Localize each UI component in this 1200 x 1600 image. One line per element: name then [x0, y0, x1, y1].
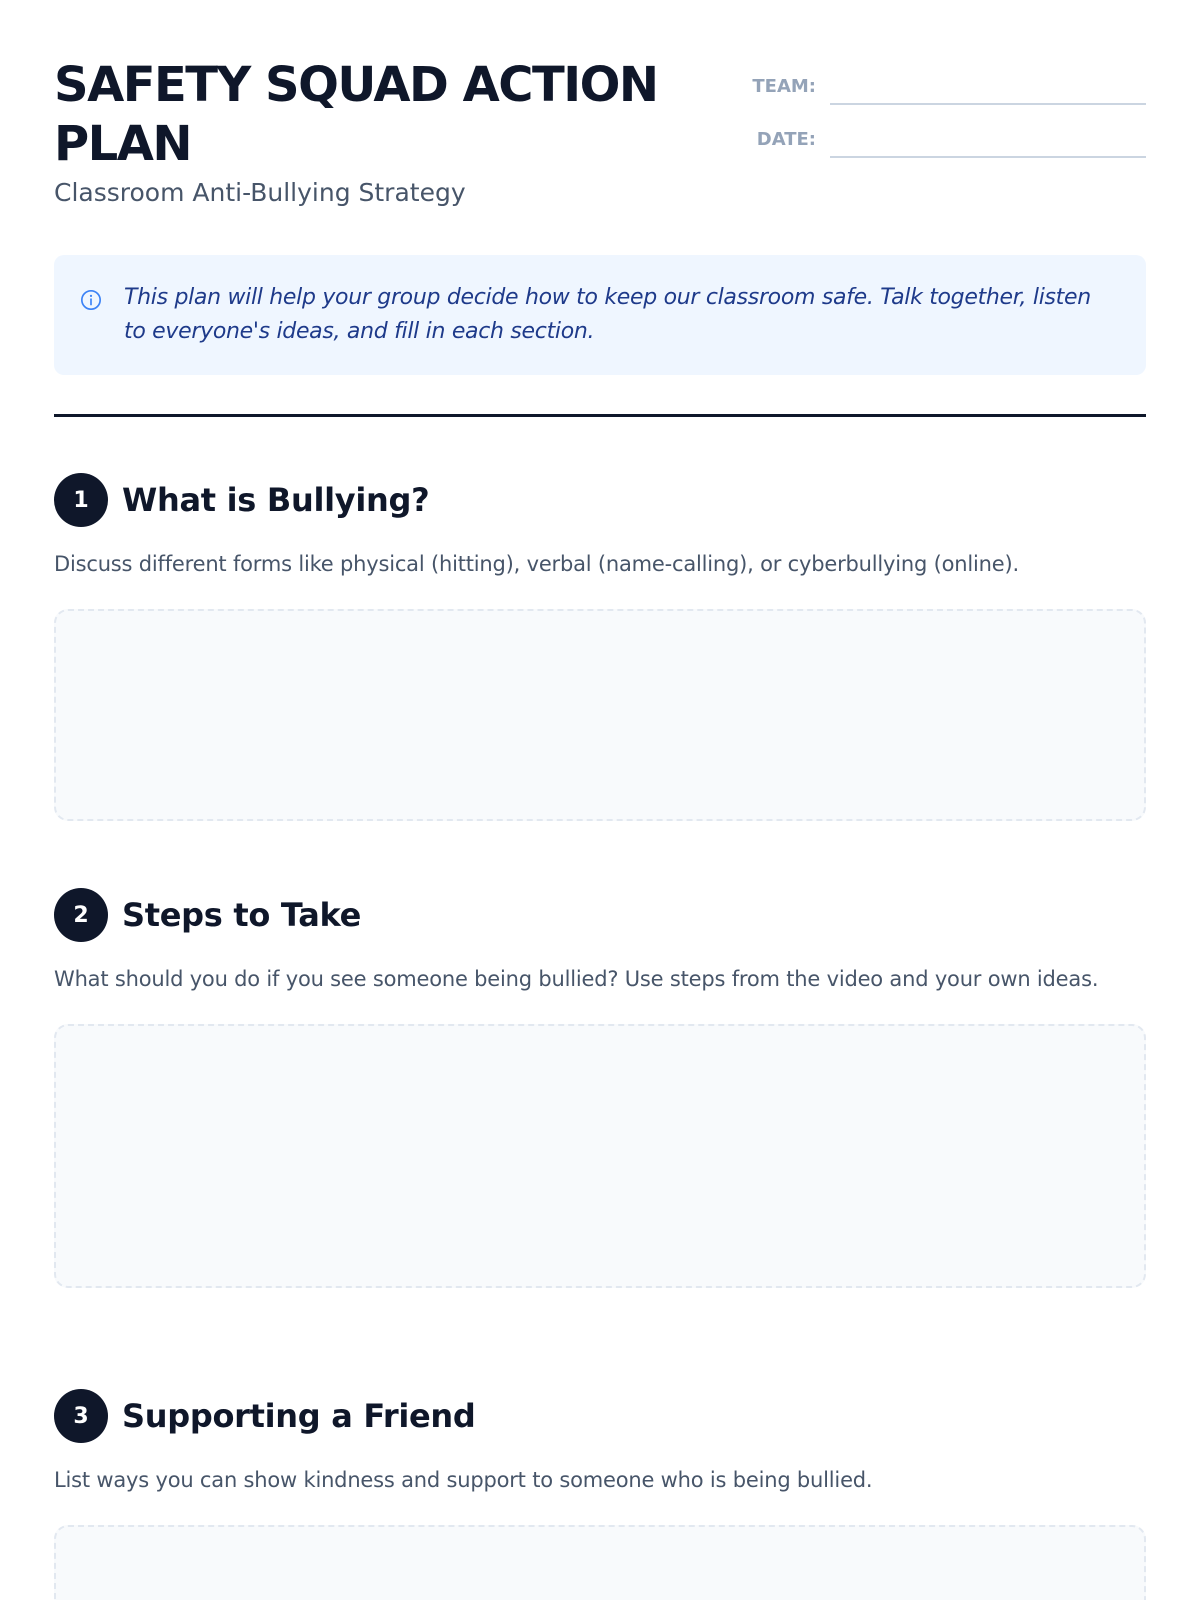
section-title: Supporting a Friend — [122, 1397, 476, 1435]
answer-box[interactable] — [54, 1525, 1146, 1600]
section-heading — [54, 888, 1146, 942]
page-subtitle: Classroom Anti-Bullying Strategy — [54, 178, 466, 207]
meta-fields — [746, 60, 1146, 166]
section-number-badge: 2 — [54, 888, 108, 942]
answer-box[interactable] — [54, 1024, 1146, 1288]
info-circle-icon — [80, 289, 102, 311]
date-field[interactable] — [830, 128, 1146, 158]
section-number-badge: 1 — [54, 473, 108, 527]
section-steps-to-take — [54, 888, 1146, 1288]
worksheet-header — [54, 52, 1146, 222]
page-title: SAFETY SQUAD ACTION PLAN — [54, 57, 658, 172]
team-field[interactable] — [830, 75, 1146, 105]
section-divider — [54, 414, 1146, 417]
section-heading — [54, 1389, 1146, 1443]
section-supporting-a-friend — [54, 1389, 1146, 1600]
instructions-text: This plan will help your group decide how to keep our classroom safe. Talk together, listen to everyone's ideas, and fill in each section. — [124, 285, 1091, 344]
section-description: Discuss different forms like physical (hitting), verbal (name-calling), or cyberbullying (online). — [54, 552, 1019, 576]
date-label: DATE: — [756, 129, 816, 150]
instructions-box — [54, 255, 1146, 375]
section-heading — [54, 473, 1146, 527]
team-row — [746, 60, 1146, 113]
section-number-badge: 3 — [54, 1389, 108, 1443]
team-label: TEAM: — [752, 76, 816, 97]
section-what-is-bullying — [54, 473, 1146, 821]
section-title: What is Bullying? — [122, 481, 430, 519]
section-title: Steps to Take — [122, 896, 362, 934]
answer-box[interactable] — [54, 609, 1146, 821]
section-description: List ways you can show kindness and support to someone who is being bullied. — [54, 1468, 873, 1492]
section-description: What should you do if you see someone being bullied? Use steps from the video and your own ideas. — [54, 967, 1099, 991]
date-row — [746, 113, 1146, 166]
